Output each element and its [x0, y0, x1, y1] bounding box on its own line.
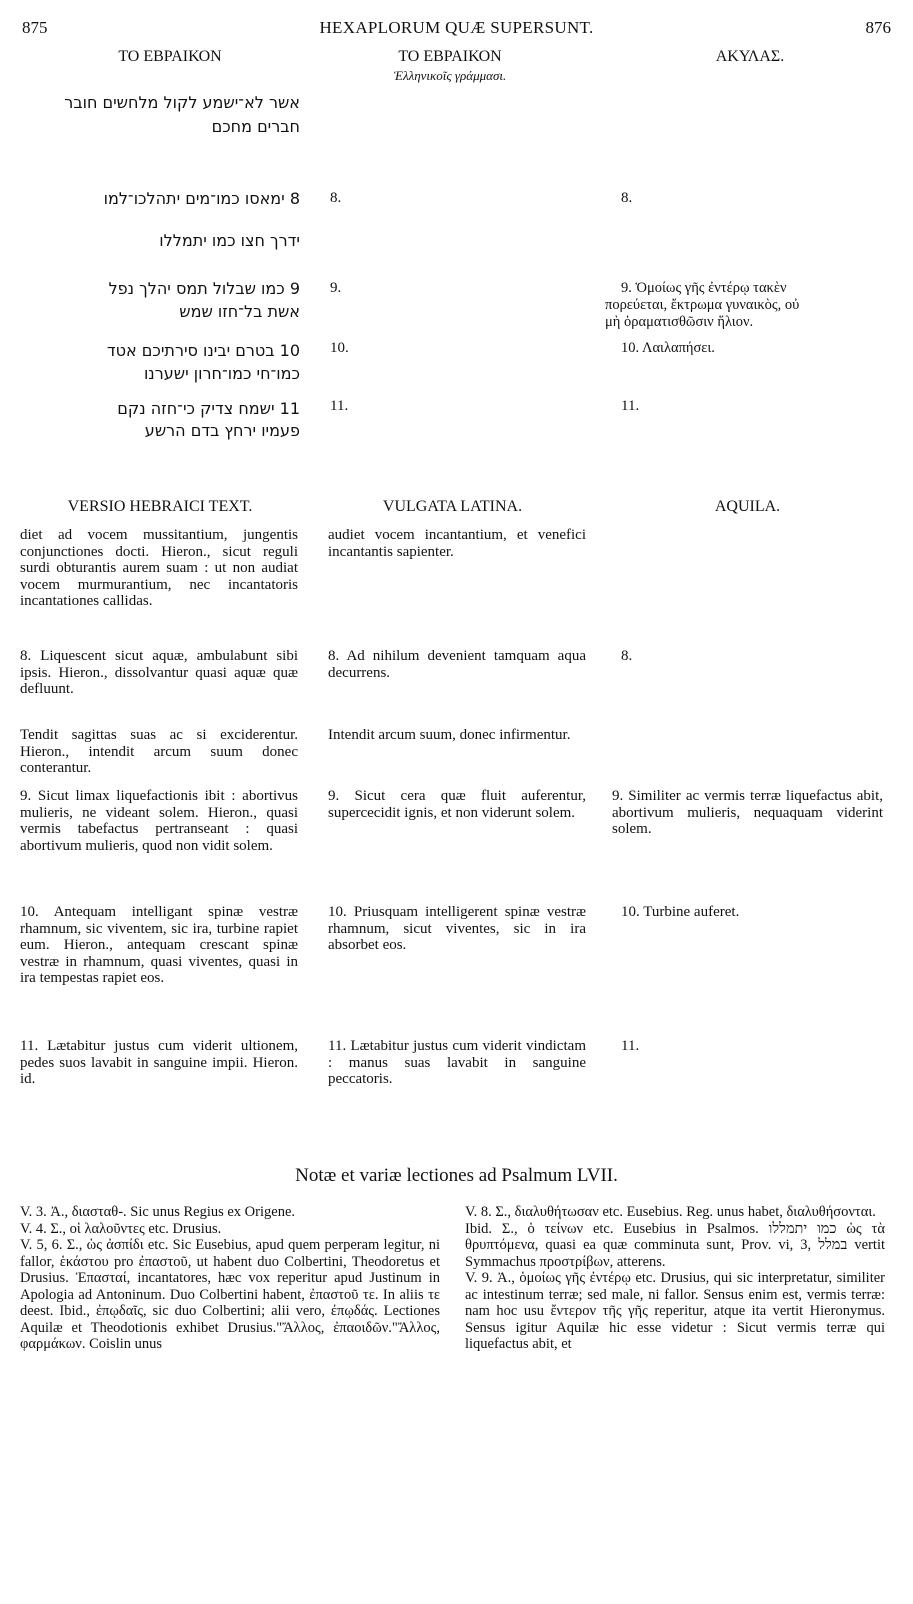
aquila-greek-verse-8: 8.: [621, 190, 633, 206]
translit-verse-9: 9.: [330, 280, 342, 296]
vulgata-block-7: audiet vocem incantantium, et venefici incantantis sapienter.: [328, 527, 586, 560]
heading-aquila-greek: ΑΚΥΛΑΣ.: [715, 48, 785, 65]
hebrew-verse-7b: חברים מחכם: [211, 117, 300, 136]
aquila-greek-verse-11: 11.: [621, 398, 640, 414]
note-left-2: V. 4. Σ., οἱ λαλοῦντες etc. Drusius.: [20, 1220, 222, 1237]
versio-block-8b: Tendit sagittas suas ac si exciderentur. Hieron., intendit arcum suum donec conterantur.: [20, 727, 298, 776]
translit-verse-11: 11.: [330, 398, 349, 414]
vulgata-block-11: 11. Lætabitur justus cum viderit vindictam : manus suas lavabit in sanguine peccatoris.: [328, 1038, 586, 1087]
versio-block-7: diet ad vocem mussitantium, jungentis conjunctiones docti. Hieron., sicut reguli surdi obturantis aurem suam : ut non audiat vocem murmurantium, nec incantatoris incantationes callidas.: [20, 527, 298, 609]
heading-versio-hebraici: VERSIO HEBRAICI TEXT.: [67, 498, 253, 515]
aquila-greek-verse-10: 10. Λαιλαπήσει.: [621, 340, 715, 356]
aquila-greek-verse-9-line1: 9. Ὁμοίως γῆς ἐντέρῳ τακὲν: [621, 280, 787, 296]
subheading-greek-letters: Ἑλληνικοῖς γράμμασι.: [393, 68, 507, 83]
heading-aquila-latin: AQUILA.: [714, 498, 781, 515]
translit-verse-10: 10.: [330, 340, 349, 356]
heading-hebrew-greek-letters: ΤΟ ΕΒΡΑΙΚΟΝ: [398, 48, 502, 65]
aquila-latin-block-11: 11.: [621, 1038, 640, 1054]
hebrew-verse-10b: כמו־חי כמו־חרון ישערנו: [143, 364, 300, 383]
hebrew-verse-7a: אשר לא־ישמע לקול מלחשים חובר: [64, 93, 300, 112]
notes-left-column: [20, 1204, 440, 1353]
note-left-1: V. 3. Ἀ., διασταθ-. Sic unus Regius ex Origene.: [20, 1204, 296, 1220]
vulgata-block-8a: 8. Ad nihilum devenient tamquam aqua decurrens.: [328, 648, 586, 681]
hebrew-verse-9b: אשת בל־חזו שמש: [179, 302, 300, 321]
hebrew-verse-8b: ידרך חצו כמו יתמללו: [159, 231, 300, 250]
running-title: HEXAPLORUM QUÆ SUPERSUNT.: [319, 18, 594, 37]
versio-block-8a: 8. Liquescent sicut aquæ, ambulabunt sibi ipsis. Hieron., dissolvantur quasi aquæ quæ defluunt.: [20, 648, 298, 697]
versio-block-11: 11. Lætabitur justus cum viderit ultionem, pedes suos lavabit in sanguine impii. Hieron. id.: [20, 1038, 298, 1087]
note-right-3: V. 9. Ἀ., ὁμοίως γῆς ἐντέρῳ etc. Drusius, qui sic interpretatur, similiter ac intestinum terræ; sed male, ni fallor. Sensus enim est, vermis terræ: nam hoc usu ἔντερον τῆς γῆς reperitur, atque ita vertit Hieronymus. Sensus igitur Aquilæ hic esse videtur : Sicut vermis terræ qui liquefactus abit, et: [465, 1270, 885, 1352]
hebrew-verse-9a: 9 כמו שבלול תמס יהלך נפל: [108, 279, 300, 298]
aquila-latin-block-9: 9. Similiter ac vermis terræ liquefactus abit, abortivum mulieris, nequaquam viderint solem.: [612, 788, 883, 837]
note-left-3: V. 5, 6. Σ., ὡς ἀσπίδι etc. Sic Eusebius, apud quem perperam legitur, ni fallor, ἑκάστου pro ἐπαστοῦ, ut habent duo Colbertini, Theodoretus et Drusius. Ἐπασταί, incantatores, hæc vox reperitur apud Justinum in Apologia ad Antoninum. Duo Colbertini habent, ἐπαστοῦ τε. In aliis τε deest. Ibid., ἐπῳδαῖς, sic duo Colbertini; alii vero, ἐπῳδάς. Lectiones Aquilæ et Theodotionis exhibet Drusius."Ἄλλος, ἐπαοιδῶν."Ἄλλος, φαρμάκων. Coislin unus: [20, 1237, 440, 1352]
page-number-left: 875: [22, 18, 48, 37]
aquila-latin-block-8: 8.: [621, 648, 633, 664]
heading-hebrew: ΤΟ ΕΒΡΑΙΚΟΝ: [118, 48, 222, 65]
vulgata-block-10: 10. Priusquam intelligerent spinæ vestræ rhamnum, sicut viventes, sic in ira absorbet eos.: [328, 904, 586, 953]
aquila-greek-verse-9-line2: πορεύεται, ἔκτρωμα γυναικὸς, οὐ: [605, 297, 800, 313]
aquila-latin-block-10: 10. Turbine auferet.: [621, 904, 740, 920]
page-number-right: 876: [865, 18, 891, 37]
notes-title: Notæ et variæ lectiones ad Psalmum LVII.: [295, 1165, 618, 1186]
note-right-2: Ibid. Σ., ὁ τείνων etc. Eusebius in Psalmos. כמו יתמללו ὡς τὰ θρυπτόμενα, quasi ea quæ comminuta sunt, Prov. vi, 3, במלל vertit Symmachus προστρίβων, atterens.: [465, 1220, 886, 1270]
hebrew-verse-11a: 11 ישמח צדיק כי־חזה נקם: [117, 399, 300, 418]
versio-block-10: 10. Antequam intelligant spinæ vestræ rhamnum, sic viventem, sic ira, turbine rapiet eum. Hieron., antequam crescant spinæ vestræ in rhamnum, quasi viventes, quasi in ira tempestas rapiet eos.: [20, 904, 298, 986]
hebrew-verse-11b: פעמיו ירחץ בדם הרשע: [144, 421, 300, 440]
aquila-greek-verse-9-line3: μὴ ὁραματισθῶσιν ἥλιον.: [605, 314, 754, 330]
translit-verse-8: 8.: [330, 190, 342, 206]
heading-vulgata-latina: VULGATA LATINA.: [382, 498, 523, 515]
vulgata-block-9: 9. Sicut cera quæ fluit auferentur, supercecidit ignis, et non viderunt solem.: [328, 788, 586, 821]
vulgata-block-8b: Intendit arcum suum, donec infirmentur.: [328, 727, 571, 743]
versio-block-9: 9. Sicut limax liquefactionis ibit : abortivus mulieris, ne videant solem. Hieron., quasi vermis tabefactus pertranseant : quasi abortivum mulieris, quod non vidit solem.: [20, 788, 298, 854]
notes-right-column: [465, 1204, 885, 1353]
hebrew-verse-10a: 10 בטרם יבינו סירתיכם אטד: [106, 341, 300, 360]
note-right-1: V. 8. Σ., διαλυθήτωσαν etc. Eusebius. Reg. unus habet, διαλυθήσονται.: [465, 1204, 876, 1220]
hebrew-verse-8a: 8 ימאסו כמו־מים יתהלכו־למו: [103, 189, 300, 208]
